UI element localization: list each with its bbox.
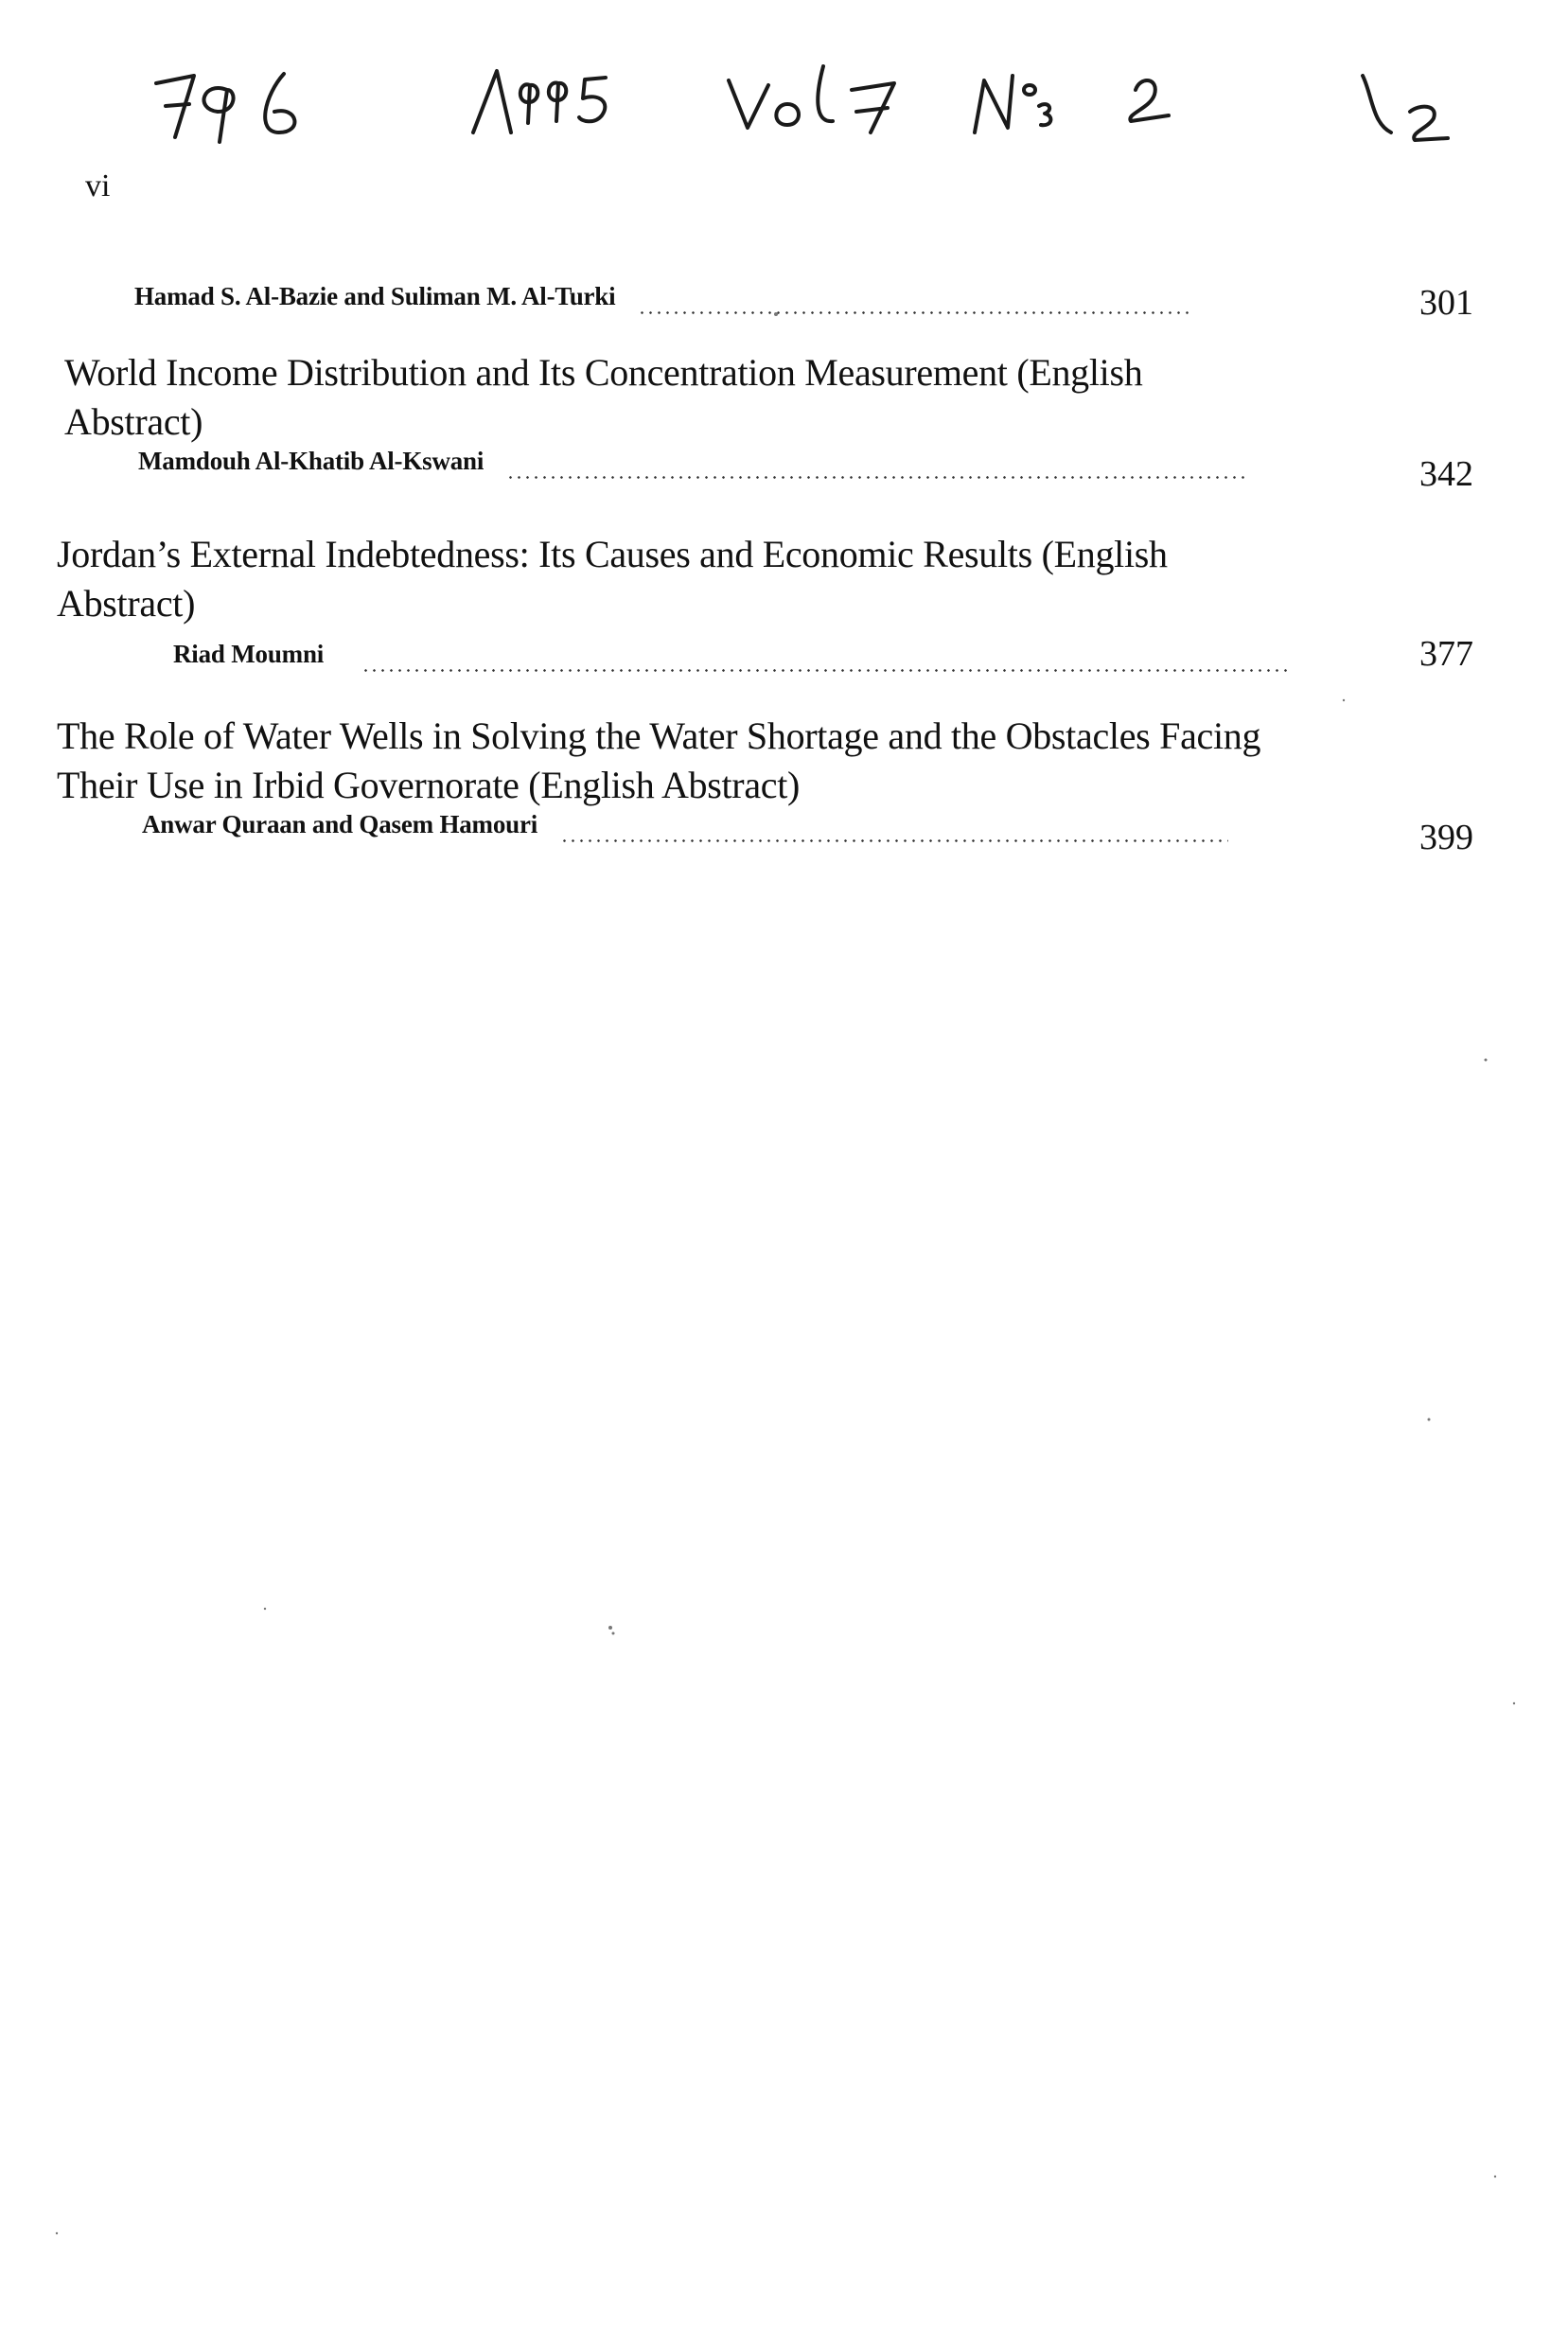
- toc-entry: [57, 348, 1495, 530]
- table-of-contents: [57, 274, 1495, 863]
- toc-entry: [57, 530, 1495, 712]
- toc-author-line: [57, 282, 1495, 324]
- dot-leader: [361, 669, 1287, 672]
- toc-page-number: 377: [1419, 634, 1473, 674]
- toc-page-number: 399: [1419, 818, 1473, 857]
- toc-authors: Hamad S. Al-Bazie and Suliman M. Al-Turki: [134, 282, 616, 310]
- dot-leader: [560, 839, 1228, 842]
- toc-authors: Mamdouh Al-Khatib Al-Kswani: [138, 447, 484, 475]
- toc-author-line: [57, 640, 1495, 681]
- toc-author-line: [57, 447, 1495, 488]
- toc-title: Jordan’s External Indebtedness: Its Causes and Economic Results (English Abstract): [57, 533, 1168, 625]
- toc-entry: [57, 712, 1495, 863]
- toc-authors: Riad Moumni: [173, 640, 325, 668]
- handwriting-drawing: [0, 0, 1568, 189]
- toc-page-number: 342: [1419, 454, 1473, 494]
- toc-page-number: 301: [1419, 283, 1473, 323]
- toc-title: The Role of Water Wells in Solving the Water Shortage and the Obstacles Facing Their Use in Irbid Governorate (English Abstract): [57, 714, 1261, 806]
- handwritten-annotation: [0, 0, 1568, 189]
- toc-author-line: [57, 810, 1495, 852]
- toc-entry: [57, 282, 1495, 348]
- toc-title: World Income Distribution and Its Concentration Measurement (English Abstract): [64, 351, 1143, 443]
- page-folio: vi: [85, 168, 111, 203]
- toc-authors: Anwar Quraan and Qasem Hamouri: [142, 810, 538, 838]
- dot-leader: [638, 311, 1190, 314]
- dot-leader: [506, 476, 1244, 479]
